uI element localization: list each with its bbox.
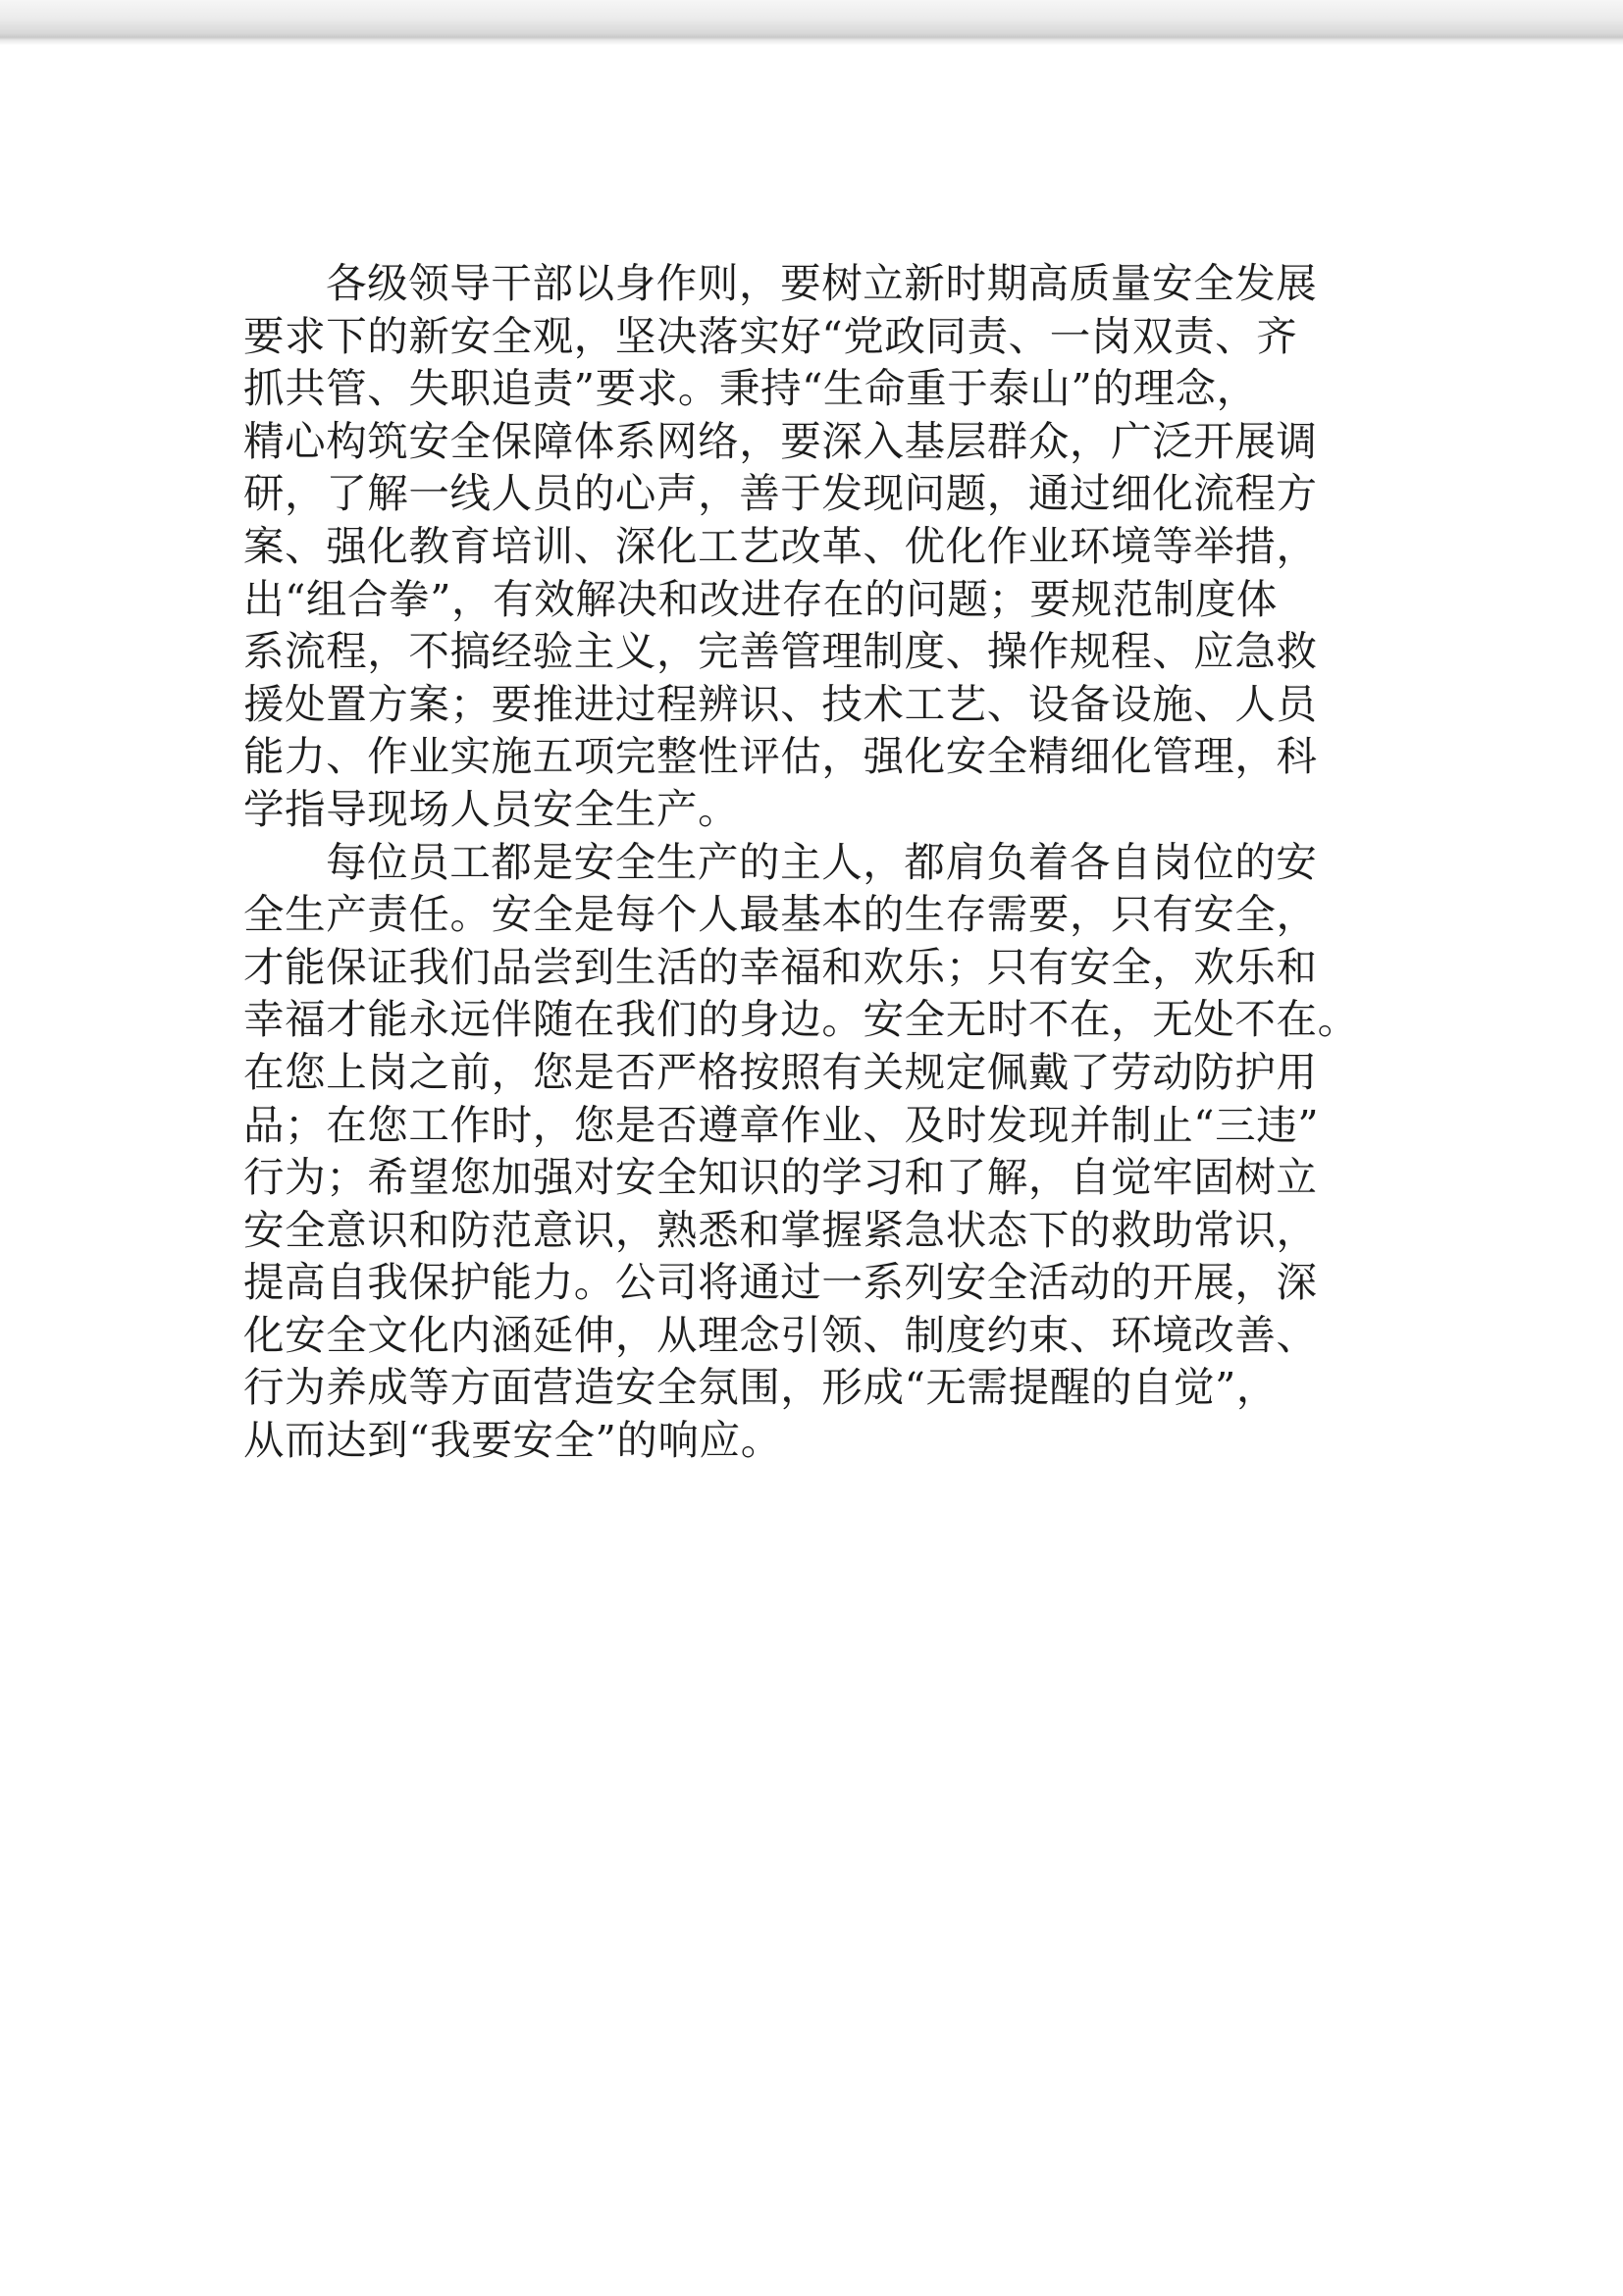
text-line: 研，了解一线人员的心声，善于发现问题，通过细化流程方 bbox=[243, 469, 1318, 518]
text-line: 系流程，不搞经验主义，完善管理制度、操作规程、应急救 bbox=[243, 627, 1318, 676]
text-line: 抓共管、失职追责”要求。秉持“生命重于泰山”的理念， bbox=[243, 364, 1258, 413]
text-line: 提高自我保护能力。公司将通过一系列安全活动的开展，深 bbox=[243, 1258, 1318, 1307]
text-line: 化安全文化内涵延伸，从理念引领、制度约束、环境改善、 bbox=[243, 1310, 1318, 1359]
text-line: 学指导现场人员安全生产。 bbox=[243, 784, 740, 833]
text-line: 援处置方案；要推进过程辨识、技术工艺、设备设施、人员 bbox=[243, 679, 1318, 728]
text-line: 每位员工都是安全生产的主人，都肩负着各自岗位的安 bbox=[326, 837, 1318, 886]
scan-top-edge bbox=[0, 0, 1623, 45]
paragraph-leadership bbox=[243, 257, 1382, 836]
text-line: 全生产责任。安全是每个人最基本的生存需要，只有安全， bbox=[243, 890, 1318, 939]
text-line: 在您上岗之前，您是否严格按照有关规定佩戴了劳动防护用 bbox=[243, 1047, 1318, 1096]
text-line: 从而达到“我要安全”的响应。 bbox=[243, 1416, 782, 1465]
document-body bbox=[243, 257, 1382, 1467]
text-line: 才能保证我们品尝到生活的幸福和欢乐；只有安全，欢乐和 bbox=[243, 942, 1318, 991]
text-line: 幸福才能永远伴随在我们的身边。安全无时不在，无处不在。 bbox=[243, 995, 1359, 1044]
text-line: 安全意识和防范意识，熟悉和掌握紧急状态下的救助常识， bbox=[243, 1205, 1318, 1254]
text-line: 出“组合拳”，有效解决和改进存在的问题；要规范制度体 bbox=[243, 574, 1279, 623]
paragraph-employees bbox=[243, 836, 1382, 1467]
text-line: 案、强化教育培训、深化工艺改革、优化作业环境等举措， bbox=[243, 521, 1318, 570]
text-line: 品；在您工作时，您是否遵章作业、及时发现并制止“三违” bbox=[243, 1100, 1320, 1149]
text-line: 能力、作业实施五项完整性评估，强化安全精细化管理，科 bbox=[243, 732, 1318, 781]
text-line: 行为养成等方面营造安全氛围，形成“无需提醒的自觉”， bbox=[243, 1363, 1279, 1412]
text-line: 精心构筑安全保障体系网络，要深入基层群众，广泛开展调 bbox=[243, 416, 1318, 465]
text-line: 要求下的新安全观，坚决落实好“党政同责、一岗双责、齐 bbox=[243, 311, 1298, 360]
text-line: 各级领导干部以身作则，要树立新时期高质量安全发展 bbox=[326, 259, 1318, 307]
text-line: 行为；希望您加强对安全知识的学习和了解，自觉牢固树立 bbox=[243, 1153, 1318, 1202]
